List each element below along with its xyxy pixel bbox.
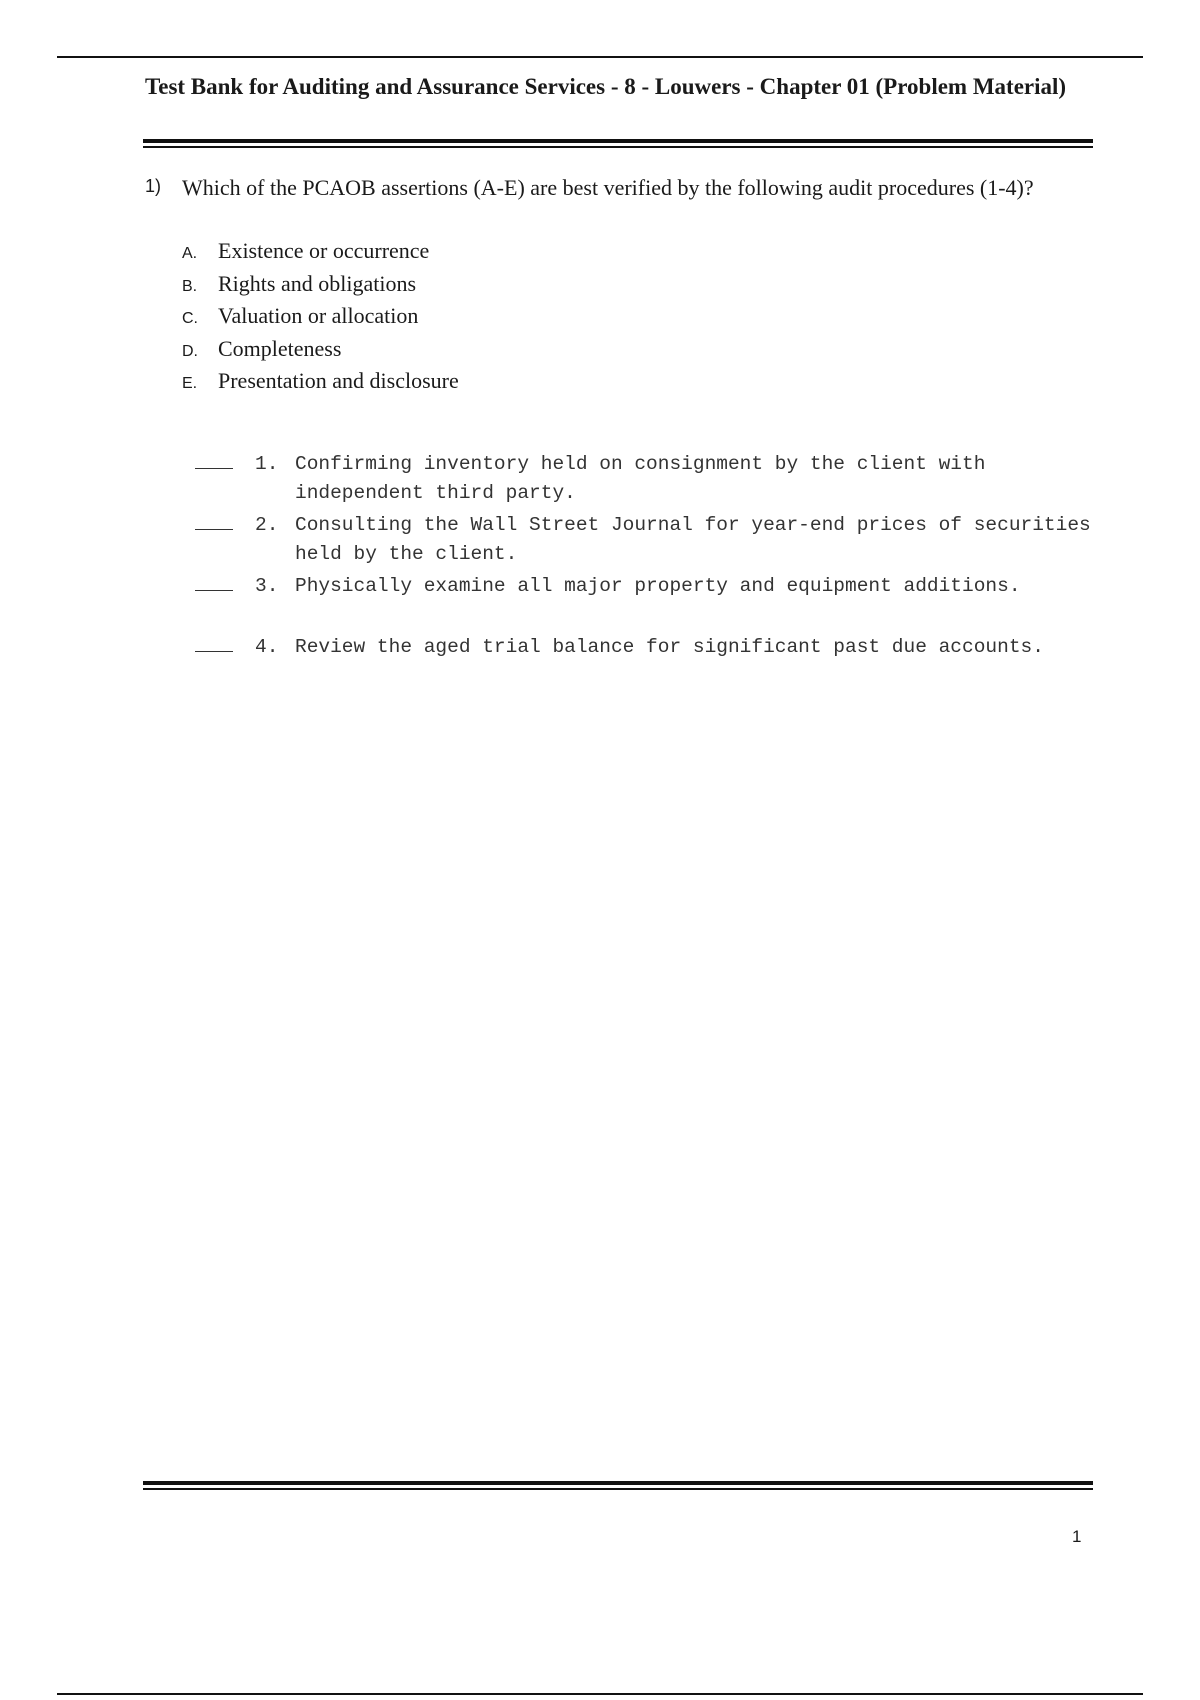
option-letter: D. xyxy=(182,342,198,360)
footer-divider xyxy=(143,1481,1093,1490)
procedure-text: Confirming inventory held on consignment by the client with independent third party. xyxy=(295,453,986,504)
page-number: 1 xyxy=(1072,1527,1082,1546)
option-text: Existence or occurrence xyxy=(218,238,430,263)
page-bottom-border xyxy=(57,1693,1143,1695)
audit-procedures-list xyxy=(195,450,1095,694)
procedure-number: 4. xyxy=(255,636,279,658)
answer-blank[interactable] xyxy=(195,468,233,469)
answer-blank[interactable] xyxy=(195,590,233,591)
procedure-item xyxy=(195,572,1095,633)
option-letter: B. xyxy=(182,277,198,295)
procedure-text: Consulting the Wall Street Journal for year-end prices of securities held by the client. xyxy=(295,514,1091,565)
question-text: Which of the PCAOB assertions (A-E) are best verified by the following audit procedures (1-4)? xyxy=(182,175,1034,200)
option-letter: A. xyxy=(182,245,198,262)
procedure-text: Physically examine all major property and equipment additions. xyxy=(295,575,1021,597)
option-text: Rights and obligations xyxy=(218,270,416,296)
document-title: Test Bank for Auditing and Assurance Services - 8 - Louwers - Chapter 01 (Problem Material) xyxy=(145,74,1067,99)
page-top-border xyxy=(57,56,1143,58)
answer-blank[interactable] xyxy=(195,651,233,652)
procedure-number: 1. xyxy=(255,453,279,475)
option-text: Presentation and disclosure xyxy=(218,368,459,393)
question-number: 1) xyxy=(145,176,162,196)
procedure-item xyxy=(195,511,1095,572)
option-letter: C. xyxy=(182,310,198,327)
procedure-item xyxy=(195,450,1095,511)
procedure-number: 2. xyxy=(255,514,279,536)
header-divider xyxy=(143,139,1093,148)
procedure-item xyxy=(195,633,1095,694)
option-letter: E. xyxy=(182,375,198,392)
procedure-text: Review the aged trial balance for significant past due accounts. xyxy=(295,636,1044,658)
answer-blank[interactable] xyxy=(195,529,233,530)
procedure-number: 3. xyxy=(255,575,279,597)
option-text: Valuation or allocation xyxy=(218,303,419,328)
option-text: Completeness xyxy=(218,335,342,361)
